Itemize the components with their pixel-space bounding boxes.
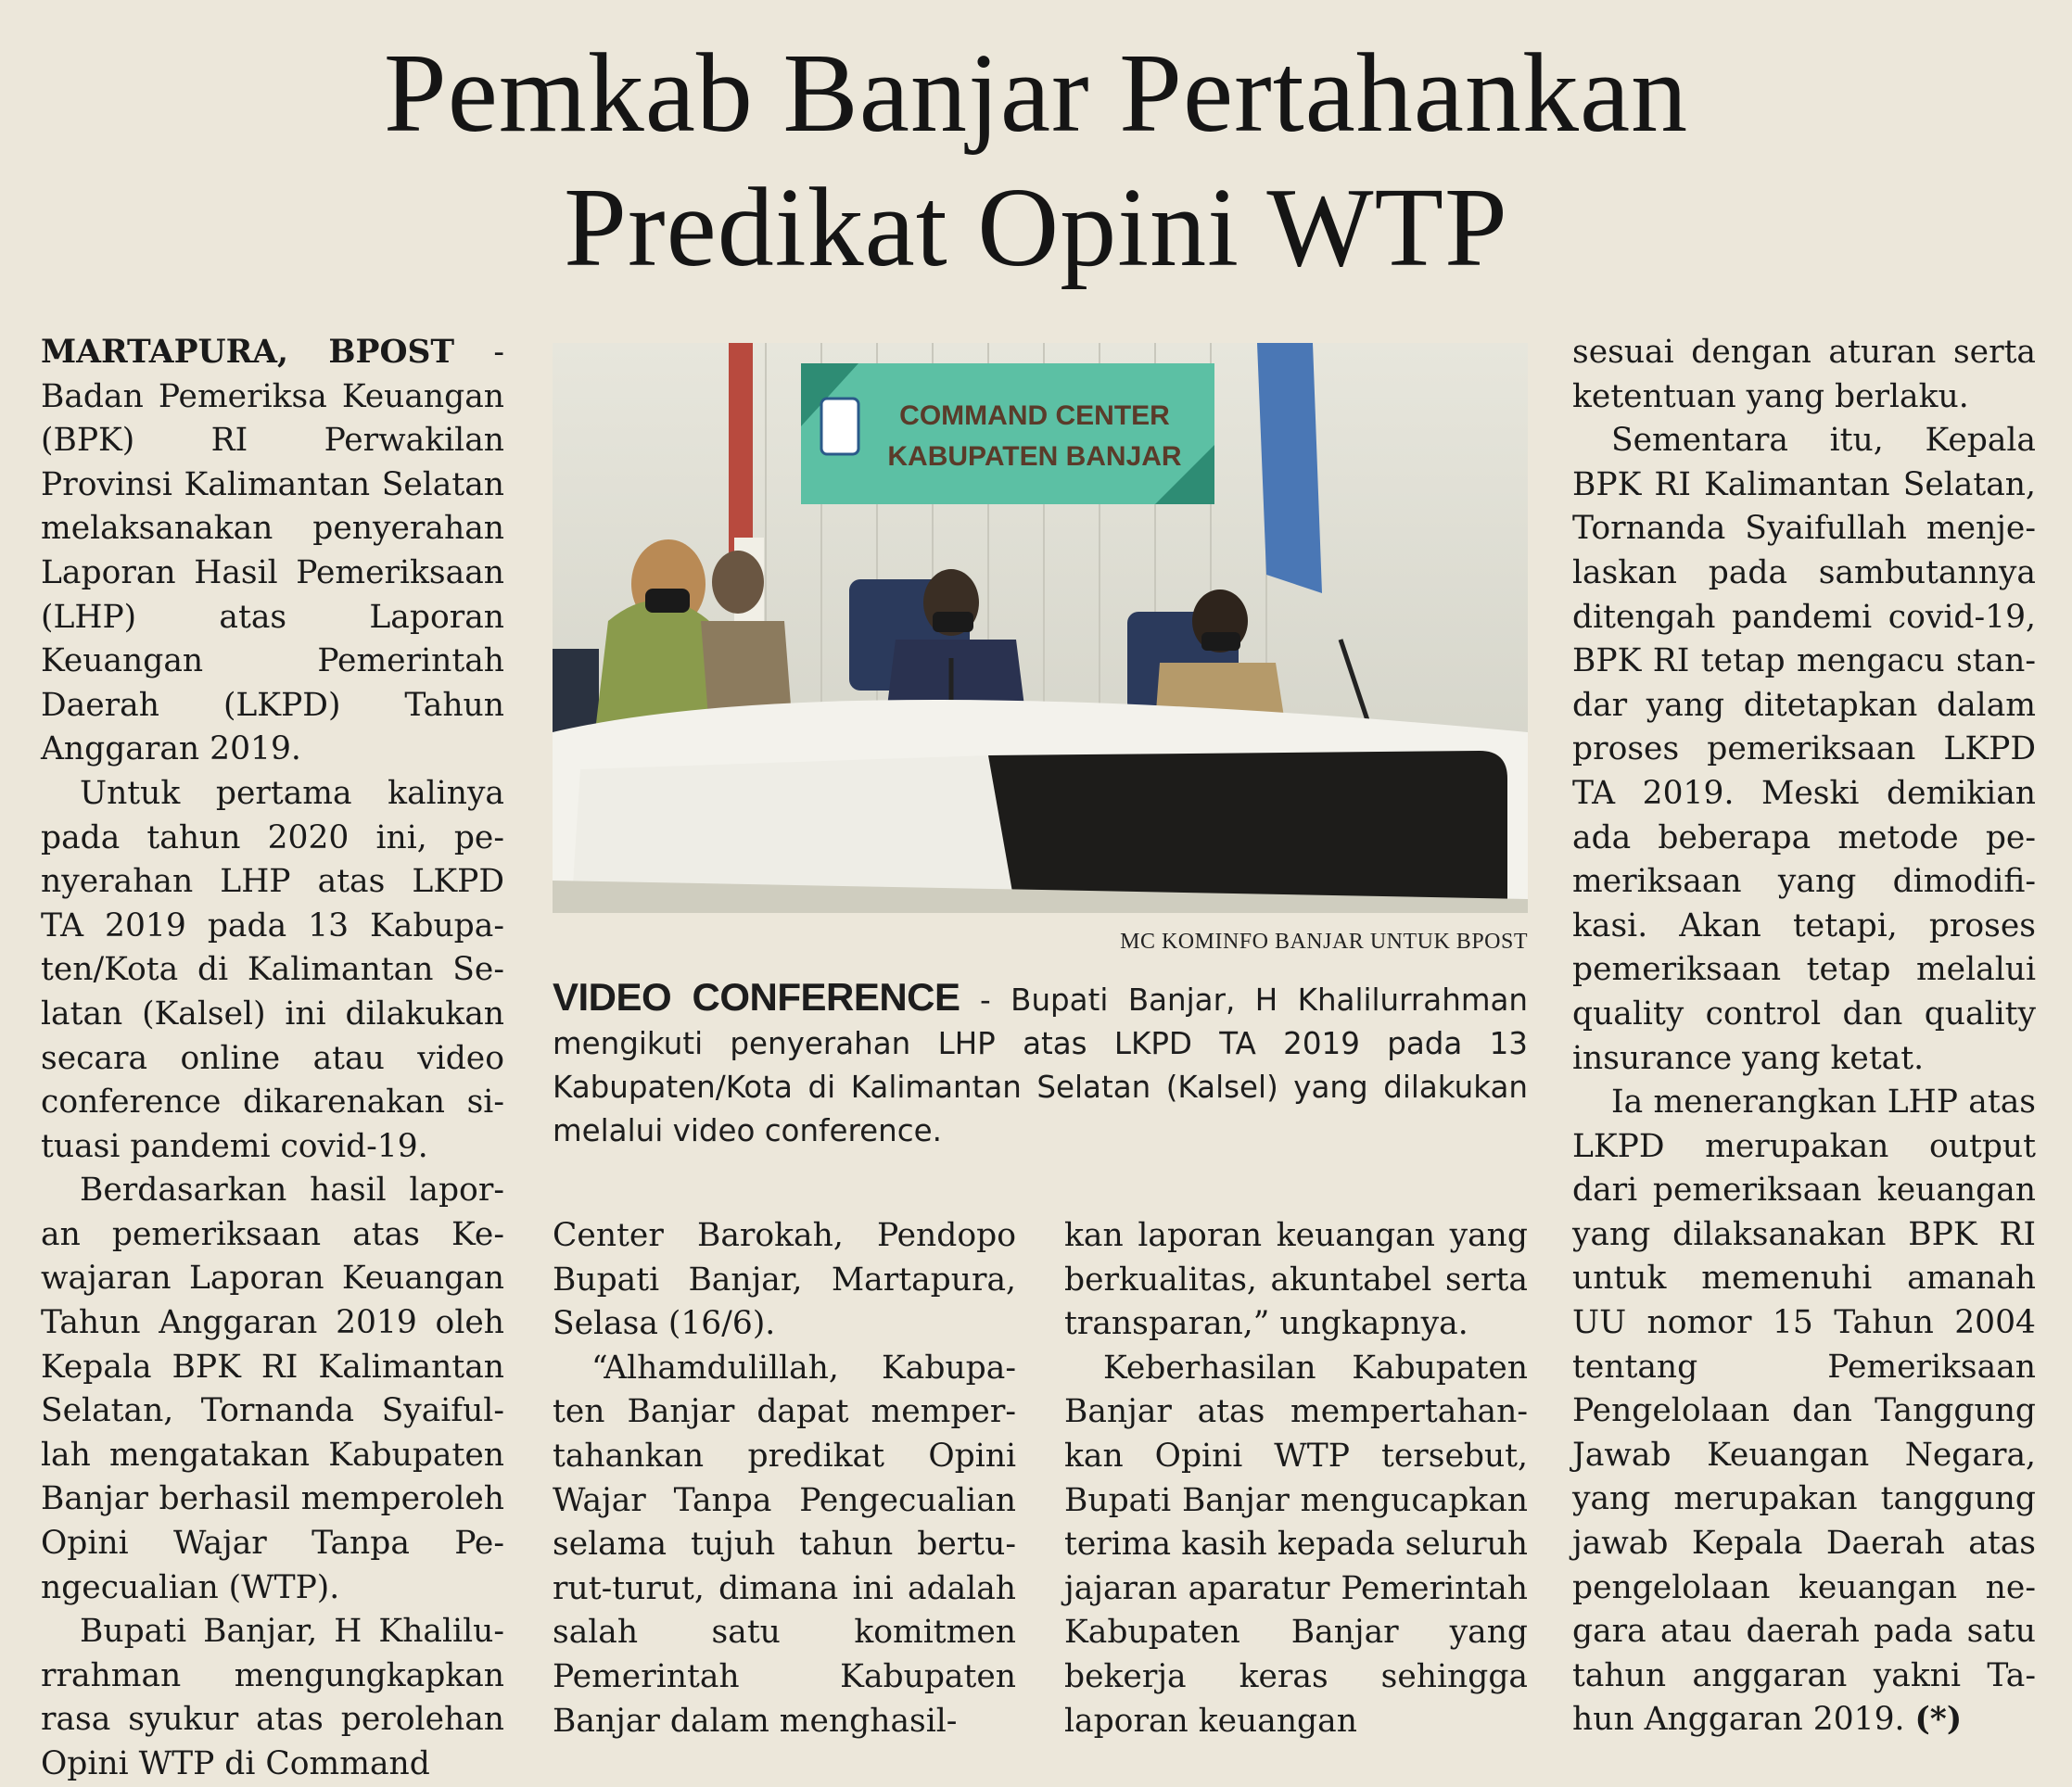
photo-caption: [553, 975, 1528, 1153]
article-column-1: [41, 331, 504, 1787]
news-photo: [553, 343, 1528, 913]
headline-line-1: Pemkab Banjar Pertahankan: [383, 31, 1689, 156]
dateline: MARTAPURA, BPOST: [41, 334, 455, 371]
paragraph: MARTAPURA, BPOST - Badan Pemeriksa Keuangan (BPK) RI Perwakilan Provinsi Kalimantan Selatan melaksanakan penyerahan Laporan Hasil Pemeriksaan (LHP) atas Laporan Keuangan Pemerintah Daerah (LKPD) Tahun Anggaran 2019.: [41, 334, 504, 768]
paragraph: Keberhasilan Kabupaten Banjar atas mempertahankan Opini WTP tersebut, Bupati Banjar mengucapkan terima kasih kepada seluruh jajaran aparatur Pemerintah Kabupaten Banjar yang bekerja keras sehingga laporan keuangan: [1064, 1349, 1528, 1740]
paragraph: Sementara itu, Kepala BPK RI Kalimantan Selatan, Tornanda Syaifullah menjelaskan pada sambutannya ditengah pandemi covid-19, BPK RI tetap mengacu standar yang ditetapkan dalam proses pemeriksaan LKPD TA 2019. Meski demikian ada beberapa metode pemeriksaan yang dimodifikasi. Akan tetapi, proses pemeriksaan tetap melalui quality control dan quality insurance yang ketat.: [1572, 422, 2036, 1077]
article-column-4: [1572, 331, 2036, 1743]
sign-text-line-2: KABUPATEN BANJAR: [887, 441, 1182, 472]
signoff: (*): [1914, 1701, 1963, 1739]
caption-title: VIDEO CONFERENCE: [553, 975, 960, 1019]
photo-credit: MC KOMINFO BANJAR UNTUK BPOST: [1120, 930, 1528, 954]
paragraph: Untuk pertama kalinya pada tahun 2020 ini, penyerahan LHP atas LKPD TA 2019 pada 13 Kabupaten/Kota di Kalimantan Selatan (Kalsel) ini dilakukan secara online atau video conference dikarenakan situasi pandemi covid-19.: [41, 774, 504, 1165]
paragraph: Bupati Banjar, H Khalilurrahman mengungkapkan rasa syukur atas perolehan Opini WTP di Command: [41, 1613, 504, 1782]
paragraph: kan laporan keuangan yang berkualitas, akuntabel serta transparan,” ungkapnya.: [1064, 1217, 1528, 1343]
article-column-2: [553, 1214, 1016, 1743]
paragraph: Center Barokah, Pendopo Bupati Banjar, Martapura, Selasa (16/6).: [553, 1217, 1016, 1343]
article-column-3: [1064, 1214, 1528, 1743]
caption-text: - Bupati Banjar, H Khalilurrahman mengikuti penyerahan LHP atas LKPD TA 2019 pada 13 Kabupaten/Kota di Kalimantan Selatan (Kalsel) yang dilakukan melalui video conference.: [553, 982, 1528, 1148]
headline: [0, 26, 2072, 295]
headline-line-2: Predikat Opini WTP: [564, 165, 1508, 290]
sign-text-line-1: COMMAND CENTER: [899, 400, 1170, 431]
paragraph: “Alhamdulillah, Kabupaten Banjar dapat mempertahankan predikat Opini Wajar Tanpa Pengecualian selama tujuh tahun berturut-turut, dimana ini adalah salah satu komitmen Pemerintah Kabupaten Banjar dalam menghasil-: [553, 1349, 1016, 1740]
paragraph: Berdasarkan hasil laporan pemeriksaan atas Kewajaran Laporan Keuangan Tahun Anggaran 2019 oleh Kepala BPK RI Kalimantan Selatan, Tornanda Syaifullah mengatakan Kabupaten Banjar berhasil memperoleh Opini Wajar Tanpa Pengecualian (WTP).: [41, 1172, 504, 1606]
paragraph: sesuai dengan aturan serta ketentuan yang berlaku.: [1572, 334, 2036, 415]
paragraph: Ia menerangkan LHP atas LKPD merupakan output dari pemeriksaan keuangan yang dilaksanakan BPK RI untuk memenuhi amanah UU nomor 15 Tahun 2004 tentang Pemeriksaan Pengelolaan dan Tanggung Jawab Keuangan Negara, yang merupakan tanggung jawab Kepala Daerah atas pengelolaan keuangan negara atau daerah pada satu tahun anggaran yakni Tahun Anggaran 2019. (*): [1572, 1084, 2036, 1739]
